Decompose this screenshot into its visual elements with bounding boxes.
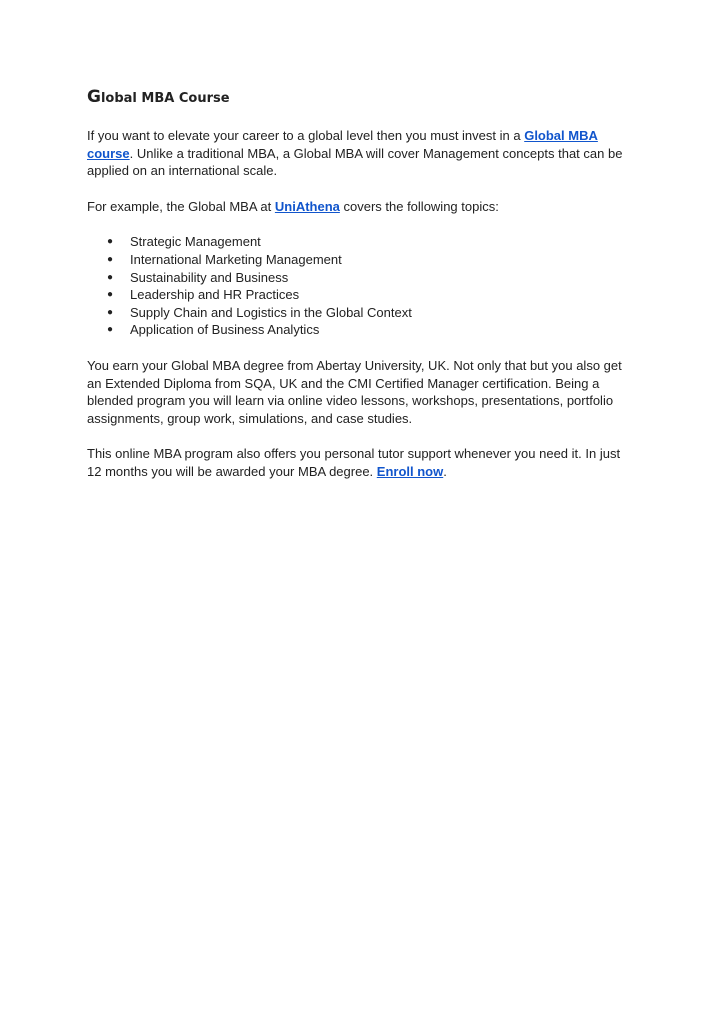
- page-title: [87, 86, 632, 110]
- intro-text-after: . Unlike a traditional MBA, a Global MBA will cover Management concepts that can be applied on an international scale.: [87, 145, 623, 179]
- enroll-now-link[interactable]: Enroll now: [376, 463, 444, 479]
- intro-paragraph: [87, 127, 632, 180]
- document-body: [87, 86, 632, 499]
- example-paragraph: [87, 198, 632, 216]
- degree-paragraph: You earn your Global MBA degree from Abertay University, UK. Not only that but you also get an Extended Diploma from SQA, UK and the CMI Certified Manager certification. Being a blended program you will learn via online video lessons, workshops, presentations, portfolio assignments, group work, simulations, and case studies.: [87, 357, 622, 426]
- closing-text-after: .: [443, 463, 447, 479]
- list-item: ● Leadership and HR Practices: [130, 286, 632, 304]
- title-first-letter: G: [87, 87, 101, 107]
- list-item: ● Sustainability and Business: [130, 269, 632, 287]
- title-rest: lobal MBA Course: [100, 91, 230, 106]
- list-item: ● Strategic Management: [130, 233, 632, 251]
- uniathena-link[interactable]: UniAthena: [274, 198, 340, 214]
- list-item: ● International Marketing Management: [130, 251, 632, 269]
- global-mba-course-link[interactable]: Global MBA course: [87, 128, 598, 161]
- intro-text-before: If you want to elevate your career to a global level then you must invest in a: [87, 128, 525, 143]
- example-text-before: For example, the Global MBA at: [87, 198, 275, 214]
- closing-paragraph: [87, 445, 632, 480]
- list-item: ● Application of Business Analytics: [130, 321, 632, 339]
- closing-text-before: This online MBA program also offers you personal tutor support whenever you need it. In just 12 months you will be awarded your MBA degree.: [87, 446, 621, 479]
- topics-list: [87, 233, 632, 339]
- list-item: ● Supply Chain and Logistics in the Global Context: [130, 304, 632, 322]
- example-text-after: covers the following topics:: [339, 198, 499, 214]
